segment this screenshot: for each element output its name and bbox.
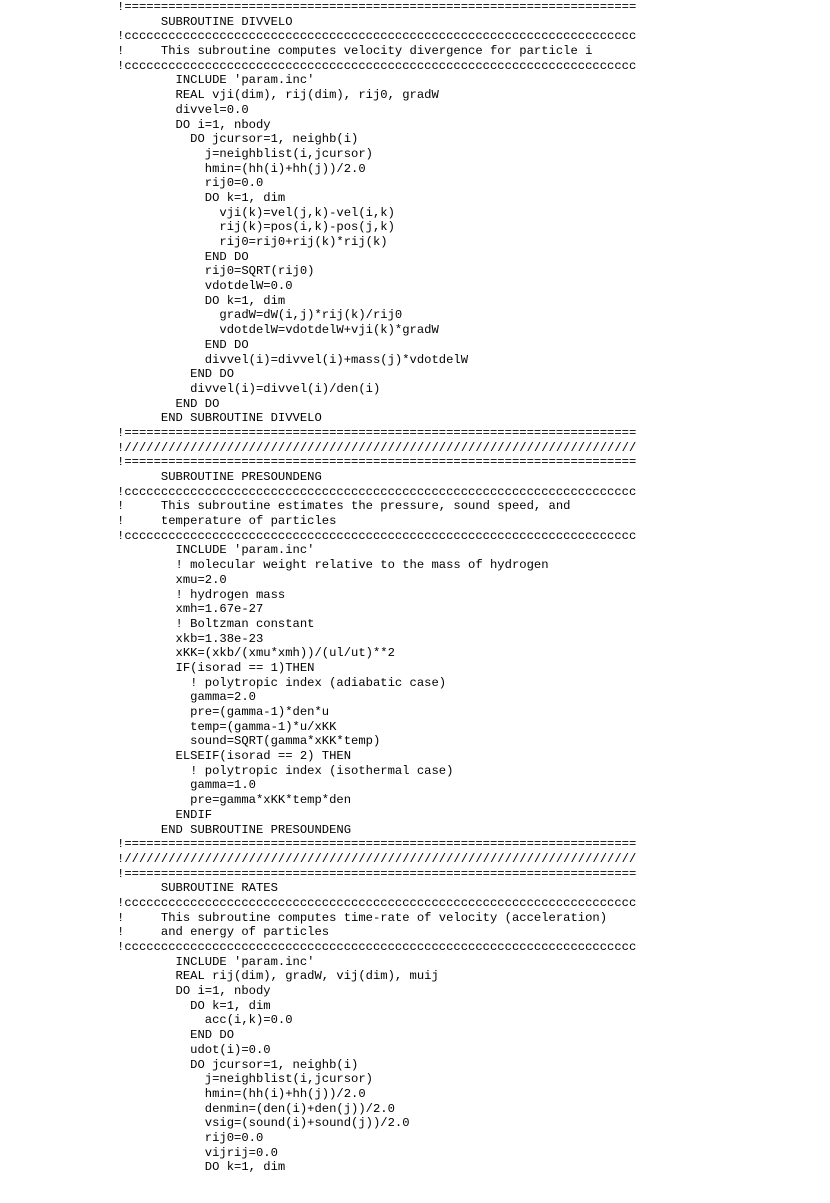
code-line: pre=gamma*xKK*temp*den	[117, 793, 352, 808]
code-line: !//////////////////////////////////////////////////////////////////////	[117, 851, 637, 866]
code-line: xmu=2.0	[117, 572, 227, 587]
code-line: udot(i)=0.0	[117, 1042, 271, 1057]
code-line: divvel(i)=divvel(i)+mass(j)*vdotdelW	[117, 352, 469, 367]
code-line: xkb=1.38e-23	[117, 631, 264, 646]
code-line: DO k=1, dim	[117, 190, 286, 205]
code-line: !cccccccccccccccccccccccccccccccccccccccccccccccccccccccccccccccccccccc	[117, 895, 637, 910]
code-line: SUBROUTINE DIVVELO	[117, 14, 293, 29]
code-line: hmin=(hh(i)+hh(j))/2.0	[117, 1086, 366, 1101]
code-line: divvel(i)=divvel(i)/den(i)	[117, 381, 381, 396]
code-line: END DO	[117, 367, 235, 382]
code-line: rij(k)=pos(i,k)-pos(j,k)	[117, 220, 395, 235]
code-line: hmin=(hh(i)+hh(j))/2.0	[117, 161, 366, 176]
code-line: !======================================================================	[117, 866, 637, 881]
code-line: vji(k)=vel(j,k)-vel(i,k)	[117, 205, 395, 220]
code-line: !//////////////////////////////////////////////////////////////////////	[117, 440, 637, 455]
code-line: !cccccccccccccccccccccccccccccccccccccccccccccccccccccccccccccccccccccc	[117, 940, 637, 954]
code-line: rij0=SQRT(rij0)	[117, 264, 315, 279]
code-line: DO i=1, nbody	[117, 117, 271, 132]
code-line: ! hydrogen mass	[117, 587, 286, 602]
code-line: sound=SQRT(gamma*xKK*temp)	[117, 734, 381, 749]
code-line: ! This subroutine computes velocity divergence for particle i	[117, 44, 593, 59]
code-line: vijrij=0.0	[117, 1145, 278, 1160]
code-line: vsig=(sound(i)+sound(j))/2.0	[117, 1116, 410, 1131]
code-line: j=neighblist(i,jcursor)	[117, 146, 373, 161]
code-line: REAL vji(dim), rij(dim), rij0, gradW	[117, 88, 439, 103]
code-line: ELSEIF(isorad == 2) THEN	[117, 749, 352, 764]
code-line: ! polytropic index (adiabatic case)	[117, 675, 447, 690]
code-line: END SUBROUTINE DIVVELO	[117, 411, 322, 426]
code-line: INCLUDE 'param.inc'	[117, 954, 315, 969]
code-line: ! temperature of particles	[117, 514, 337, 529]
code-line: vdotdelW=0.0	[117, 279, 293, 294]
code-line: divvel=0.0	[117, 102, 249, 117]
code-line: ! and energy of particles	[117, 925, 330, 940]
code-line: !cccccccccccccccccccccccccccccccccccccccccccccccccccccccccccccccccccccc	[117, 484, 637, 499]
code-line: gamma=2.0	[117, 690, 256, 705]
code-line: rij0=0.0	[117, 1130, 264, 1145]
code-line: DO i=1, nbody	[117, 984, 271, 999]
code-line: xKK=(xkb/(xmu*xmh))/(ul/ut)**2	[117, 646, 395, 661]
code-line: !======================================================================	[117, 455, 637, 470]
code-line: DO k=1, dim	[117, 998, 271, 1013]
code-line: DO jcursor=1, neighb(i)	[117, 1057, 359, 1072]
code-line: ! This subroutine estimates the pressure, sound speed, and	[117, 499, 571, 514]
code-line: SUBROUTINE RATES	[117, 881, 278, 896]
code-line: acc(i,k)=0.0	[117, 1013, 293, 1028]
code-line: pre=(gamma-1)*den*u	[117, 705, 330, 719]
code-line: !cccccccccccccccccccccccccccccccccccccccccccccccccccccccccccccccccccccc	[117, 29, 637, 44]
code-line: SUBROUTINE PRESOUNDENG	[117, 470, 322, 484]
code-line: gradW=dW(i,j)*rij(k)/rij0	[117, 308, 403, 323]
code-line: j=neighblist(i,jcursor)	[117, 1072, 373, 1087]
code-line: INCLUDE 'param.inc'	[117, 73, 315, 88]
code-line: DO k=1, dim	[117, 1160, 286, 1175]
code-line: END SUBROUTINE PRESOUNDENG	[117, 822, 352, 837]
code-line: END DO	[117, 337, 249, 352]
code-line: denmin=(den(i)+den(j))/2.0	[117, 1101, 395, 1116]
code-line: ! molecular weight relative to the mass of hydrogen	[117, 558, 549, 573]
code-line: rij0=rij0+rij(k)*rij(k)	[117, 235, 388, 249]
code-line: REAL rij(dim), gradW, vij(dim), muij	[117, 969, 439, 984]
code-line: gamma=1.0	[117, 778, 256, 793]
code-line: ! This subroutine computes time-rate of velocity (acceleration)	[117, 910, 608, 925]
code-line: rij0=0.0	[117, 176, 264, 191]
code-line: !cccccccccccccccccccccccccccccccccccccccccccccccccccccccccccccccccccccc	[117, 528, 637, 543]
code-line: IF(isorad == 1)THEN	[117, 660, 315, 675]
code-line: !======================================================================	[117, 837, 637, 852]
code-line: temp=(gamma-1)*u/xKK	[117, 719, 337, 734]
code-line: vdotdelW=vdotdelW+vji(k)*gradW	[117, 323, 439, 338]
code-line: END DO	[117, 1028, 235, 1043]
code-line: ! Boltzman constant	[117, 616, 315, 631]
code-listing	[117, 0, 636, 1175]
code-line: END DO	[117, 396, 220, 411]
code-line: DO jcursor=1, neighb(i)	[117, 132, 359, 147]
code-line: INCLUDE 'param.inc'	[117, 543, 315, 558]
code-line: !======================================================================	[117, 0, 637, 14]
code-line: !======================================================================	[117, 425, 637, 440]
code-line: DO k=1, dim	[117, 293, 286, 308]
code-line: END DO	[117, 249, 249, 264]
code-line: ! polytropic index (isothermal case)	[117, 763, 454, 778]
code-line: !cccccccccccccccccccccccccccccccccccccccccccccccccccccccccccccccccccccc	[117, 58, 637, 73]
code-line: xmh=1.67e-27	[117, 602, 264, 617]
code-line: ENDIF	[117, 807, 213, 822]
